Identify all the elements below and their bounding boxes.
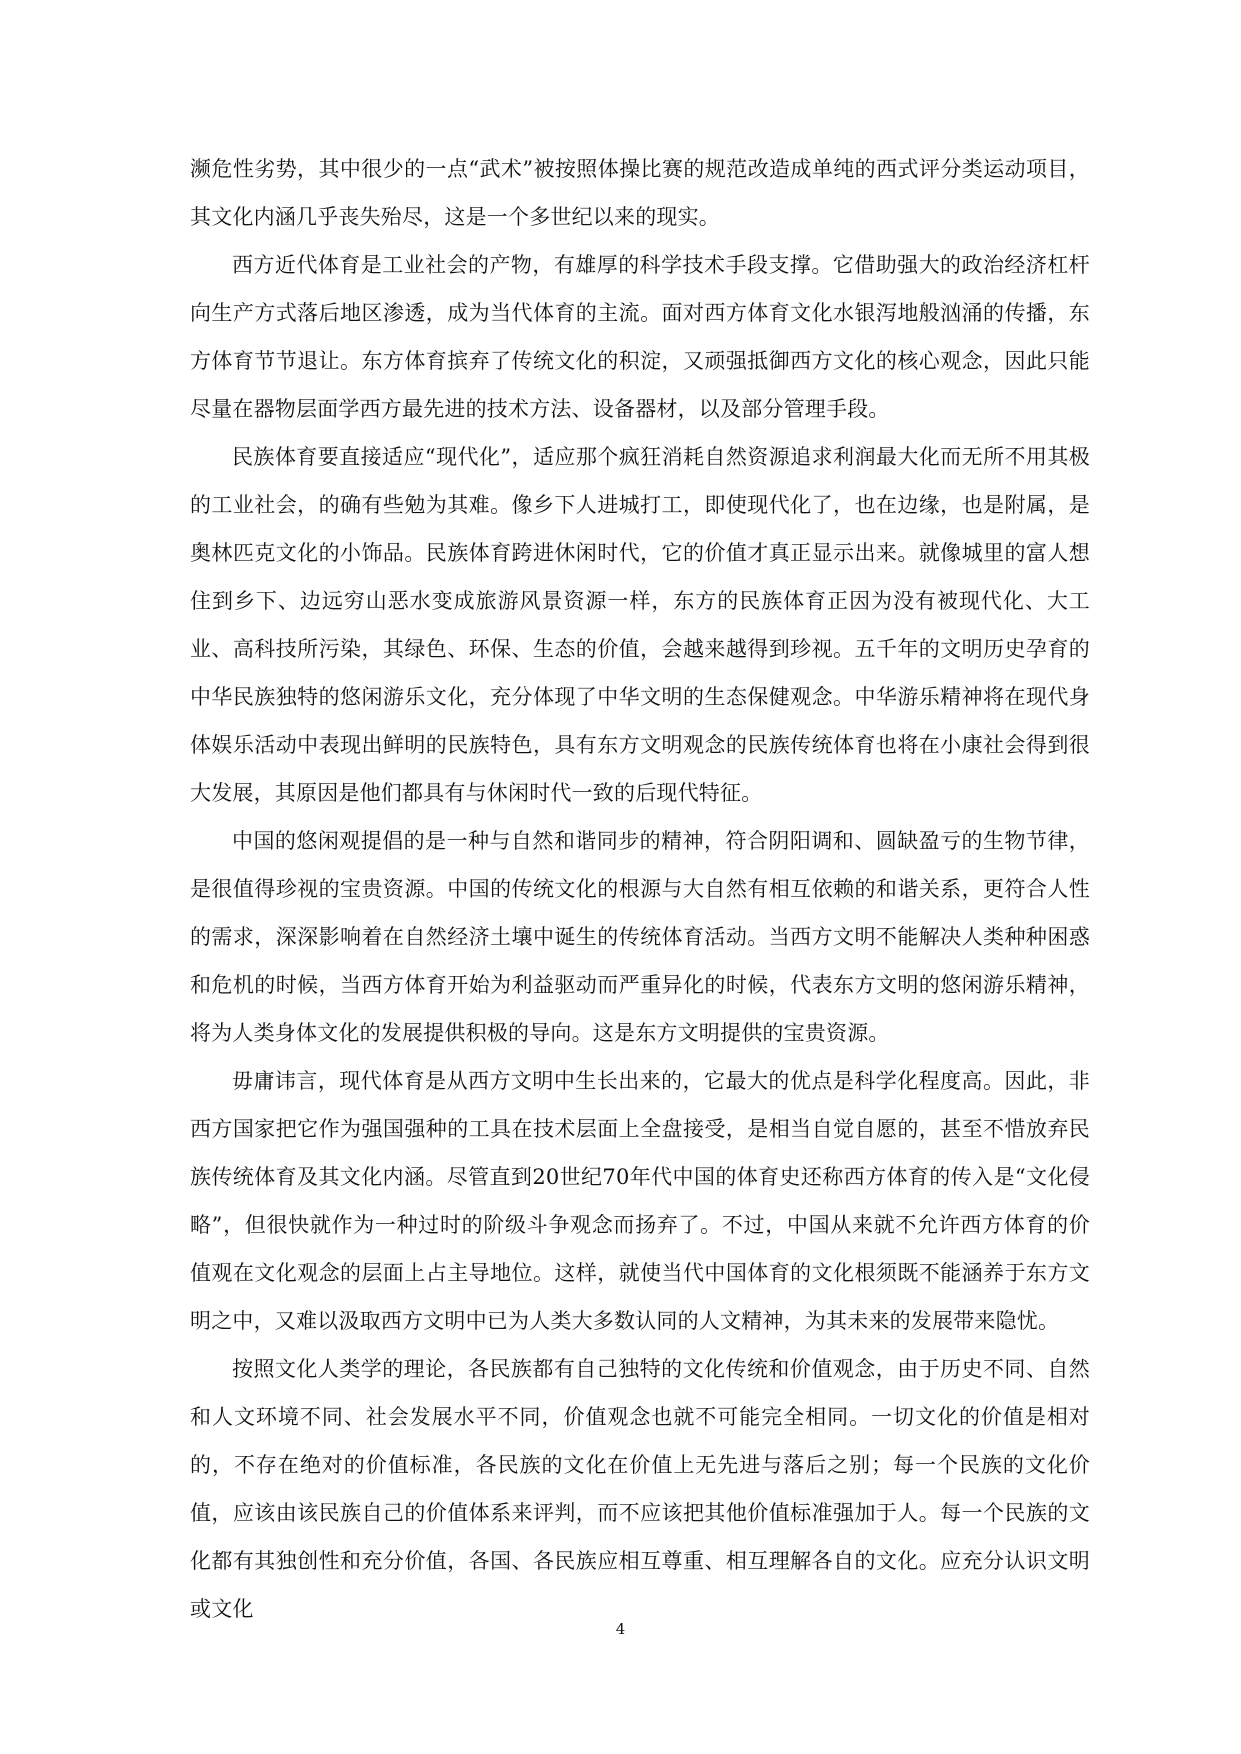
paragraph-5: 毋庸讳言，现代体育是从西方文明中生长出来的，它最大的优点是科学化程度高。因此，非西方国家把它作为强国强种的工具在技术层面上全盘接受，是相当自觉自愿的，甚至不惜放弃民族传统体育及其文化内涵。尽管直到20世纪70年代中国的体育史还称西方体育的传入是“文化侵略”，但很快就作为一种过时的阶级斗争观念而扬弃了。不过，中国从来就不允许西方体育的价值观在文化观念的层面上占主导地位。这样，就使当代中国体育的文化根须既不能涵养于东方文明之中，又难以汲取西方文明中已为人类大多数认同的人文精神，为其未来的发展带来隐忧。 (190, 1069, 1090, 1333)
paragraph-6: 按照文化人类学的理论，各民族都有自己独特的文化传统和价值观念，由于历史不同、自然和人文环境不同、社会发展水平不同，价值观念也就不可能完全相同。一切文化的价值是相对的，不存在绝对的价值标准，各民族的文化在价值上无先进与落后之别；每一个民族的文化价值，应该由该民族自己的价值体系来评判，而不应该把其他价值标准强加于人。每一个民族的文化都有其独创性和充分价值，各国、各民族应相互尊重、相互理解各自的文化。应充分认识文明或文化 (190, 1357, 1090, 1621)
paragraph-2: 西方近代体育是工业社会的产物，有雄厚的科学技术手段支撑。它借助强大的政治经济杠杆向生产方式落后地区渗透，成为当代体育的主流。面对西方体育文化水银泻地般汹涌的传播，东方体育节节退让。东方体育摈弃了传统文化的积淀，又顽强抵御西方文化的核心观念，因此只能尽量在器物层面学西方最先进的技术方法、设备器材，以及部分管理手段。 (190, 253, 1090, 421)
body-text (190, 145, 1090, 1633)
paragraph-1: 濒危性劣势，其中很少的一点“武术”被按照体操比赛的规范改造成单纯的西式评分类运动项目，其文化内涵几乎丧失殆尽，这是一个多世纪以来的现实。 (190, 157, 1090, 229)
paragraph-4: 中国的悠闲观提倡的是一种与自然和谐同步的精神，符合阴阳调和、圆缺盈亏的生物节律，是很值得珍视的宝贵资源。中国的传统文化的根源与大自然有相互依赖的和谐关系，更符合人性的需求，深深影响着在自然经济土壤中诞生的传统体育活动。当西方文明不能解决人类种种困惑和危机的时候，当西方体育开始为利益驱动而严重异化的时候，代表东方文明的悠闲游乐精神，将为人类身体文化的发展提供积极的导向。这是东方文明提供的宝贵资源。 (190, 829, 1090, 1045)
paragraph-3: 民族体育要直接适应“现代化”，适应那个疯狂消耗自然资源追求利润最大化而无所不用其极的工业社会，的确有些勉为其难。像乡下人进城打工，即使现代化了，也在边缘，也是附属，是奥林匹克文化的小饰品。民族体育跨进休闲时代，它的价值才真正显示出来。就像城里的富人想住到乡下、边远穷山恶水变成旅游风景资源一样，东方的民族体育正因为没有被现代化、大工业、高科技所污染，其绿色、环保、生态的价值，会越来越得到珍视。五千年的文明历史孕育的中华民族独特的悠闲游乐文化，充分体现了中华文明的生态保健观念。中华游乐精神将在现代身体娱乐活动中表现出鲜明的民族特色，具有东方文明观念的民族传统体育也将在小康社会得到很大发展，其原因是他们都具有与休闲时代一致的后现代特征。 (190, 445, 1090, 805)
page-number: 4 (615, 1620, 626, 1638)
